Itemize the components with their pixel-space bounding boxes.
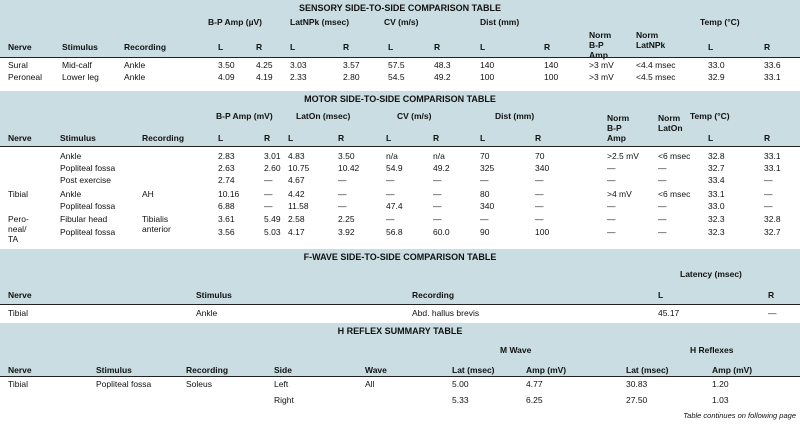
column-header: R <box>343 42 350 52</box>
table-cell: 10.42 <box>338 163 360 173</box>
column-header: L <box>218 133 224 143</box>
column-header: Stimulus <box>62 42 98 52</box>
table-cell: — <box>658 201 667 211</box>
column-group-header: M Wave <box>500 345 532 355</box>
column-group-header: B-P Amp (mV) <box>216 111 273 121</box>
table-cell: 11.58 <box>288 201 309 211</box>
column-header: L <box>218 42 224 52</box>
table-cell: 33.4 <box>708 175 725 185</box>
table-cell: — <box>264 189 273 199</box>
table-cell: <4.5 msec <box>636 72 676 82</box>
column-header: Norm B-P Amp <box>607 113 630 143</box>
column-header: Stimulus <box>60 133 96 143</box>
table-cell: 47.4 <box>386 201 403 211</box>
table-cell: 4.42 <box>288 189 305 199</box>
column-header: Recording <box>186 365 229 375</box>
column-header: L <box>386 133 392 143</box>
column-header: Lat (msec) <box>626 365 669 375</box>
column-header: L <box>290 42 296 52</box>
table-cell: 5.00 <box>452 379 469 389</box>
row-header: Pero- neal/ TA <box>8 214 29 244</box>
column-group-header: Dist (mm) <box>495 111 535 121</box>
table-cell: n/a <box>433 151 445 161</box>
table-cell: 32.3 <box>708 214 725 224</box>
table-cell: 56.8 <box>386 227 403 237</box>
column-group-header: CV (m/s) <box>397 111 432 121</box>
column-header: R <box>544 42 551 52</box>
table-cell: Popliteal fossa <box>60 201 116 211</box>
table-cell: >4 mV <box>607 189 632 199</box>
table-cell: — <box>386 175 395 185</box>
column-header: Norm LatOn <box>658 113 683 133</box>
column-header: Nerve <box>8 290 32 300</box>
table-cell: 54.9 <box>386 163 403 173</box>
table-cell: 6.25 <box>526 395 543 405</box>
column-header: Recording <box>124 42 167 52</box>
table-cell: 32.8 <box>708 151 725 161</box>
table-cell: 4.67 <box>288 175 305 185</box>
table-cell: 3.03 <box>290 60 307 70</box>
table-cell: 32.7 <box>708 163 725 173</box>
column-header: R <box>264 133 271 143</box>
column-group-header: H Reflexes <box>690 345 734 355</box>
table-cell: 340 <box>480 201 495 211</box>
column-header: Nerve <box>8 133 32 143</box>
column-header: Nerve <box>8 365 32 375</box>
column-header: R <box>338 133 345 143</box>
column-header: L <box>480 42 486 52</box>
column-header: Norm B-P Amp <box>589 30 612 60</box>
table-cell: Left <box>274 379 289 389</box>
table-cell: — <box>535 214 544 224</box>
table-cell: >3 mV <box>589 60 614 70</box>
column-header: L <box>708 42 714 52</box>
table-cell: 2.60 <box>264 163 281 173</box>
column-group-header: CV (m/s) <box>384 17 419 27</box>
table-cell: >2.5 mV <box>607 151 639 161</box>
column-header: Side <box>274 365 292 375</box>
table-cell: — <box>386 189 395 199</box>
column-header: Recording <box>412 290 455 300</box>
table-cell: Ankle <box>124 60 146 70</box>
hreflex-title: H REFLEX SUMMARY TABLE <box>337 326 463 336</box>
table-cell: 80 <box>480 189 490 199</box>
table-cell: 2.33 <box>290 72 307 82</box>
table-cell: — <box>386 214 395 224</box>
table-cell: 33.1 <box>764 72 781 82</box>
table-cell: 2.80 <box>343 72 360 82</box>
column-header: R <box>535 133 542 143</box>
table-cell: — <box>338 201 347 211</box>
table-cell: Ankle <box>60 151 82 161</box>
table-cell: Right <box>274 395 294 405</box>
column-header: L <box>480 133 486 143</box>
table-cell: 5.33 <box>452 395 469 405</box>
table-cell: 33.0 <box>708 60 725 70</box>
table-cell: — <box>607 163 616 173</box>
table-cell: 90 <box>480 227 490 237</box>
table-cell: 4.25 <box>256 60 273 70</box>
table-cell: — <box>264 175 273 185</box>
table-cell: 140 <box>544 60 559 70</box>
table-cell: 4.19 <box>256 72 273 82</box>
table-cell: 4.77 <box>526 379 543 389</box>
table-cell: 70 <box>535 151 545 161</box>
column-header: Recording <box>142 133 185 143</box>
table-cell: 3.01 <box>264 151 281 161</box>
column-header: Wave <box>365 365 387 375</box>
table-cell: 140 <box>480 60 495 70</box>
table-cell: — <box>433 189 442 199</box>
divider <box>0 304 800 305</box>
table-cell: — <box>535 201 544 211</box>
row-header: Sural <box>8 60 28 70</box>
table-cell: 100 <box>480 72 495 82</box>
table-cell: 49.2 <box>433 163 450 173</box>
table-cell: — <box>658 214 667 224</box>
table-cell: — <box>607 201 616 211</box>
table-cell: Post exercise <box>60 175 112 185</box>
table-cell: — <box>658 175 667 185</box>
table-cell: 5.03 <box>264 227 281 237</box>
table-cell: Mid-calf <box>62 60 92 70</box>
table-cell: Ankle <box>124 72 146 82</box>
column-header: Lat (msec) <box>452 365 495 375</box>
table-cell: 30.83 <box>626 379 648 389</box>
table-cell: 33.1 <box>708 189 725 199</box>
table-cell: <4.4 msec <box>636 60 676 70</box>
table-cell: Ankle <box>60 189 82 199</box>
table-cell: Tibialis anterior <box>142 214 171 234</box>
row-header: Tibial <box>8 189 28 199</box>
column-header: L <box>388 42 394 52</box>
table-cell: 4.17 <box>288 227 305 237</box>
table-cell: 5.49 <box>264 214 281 224</box>
table-cell: 33.1 <box>764 163 781 173</box>
divider <box>0 57 800 58</box>
sensory-title: SENSORY SIDE-TO-SIDE COMPARISON TABLE <box>298 3 502 13</box>
table-cell: 2.74 <box>218 175 235 185</box>
table-cell: 10.16 <box>218 189 240 199</box>
table-cell: — <box>764 201 773 211</box>
table-cell: — <box>338 189 347 199</box>
table-cell: Lower leg <box>62 72 99 82</box>
table-cell: — <box>338 175 347 185</box>
table-cell: Popliteal fossa <box>60 163 116 173</box>
table-cell: — <box>433 201 442 211</box>
table-cell: Fibular head <box>60 214 108 224</box>
column-header: L <box>288 133 294 143</box>
column-header: Stimulus <box>96 365 132 375</box>
table-cell: 6.88 <box>218 201 235 211</box>
table-cell: 32.9 <box>708 72 725 82</box>
table-cell: 2.25 <box>338 214 355 224</box>
table-cell: 3.92 <box>338 227 355 237</box>
table-cell: All <box>365 379 375 389</box>
column-group-header: Temp (°C) <box>690 111 730 121</box>
column-header: R <box>256 42 263 52</box>
table-cell: 3.56 <box>218 227 235 237</box>
table-cell: 33.6 <box>764 60 781 70</box>
column-header: L <box>658 290 664 300</box>
table-cell: n/a <box>386 151 398 161</box>
table-cell: Soleus <box>186 379 212 389</box>
table-cell: 45.17 <box>658 308 680 318</box>
table-cell: Abd. hallus brevis <box>412 308 480 318</box>
column-header: Nerve <box>8 42 32 52</box>
table-cell: Popliteal fossa <box>60 227 116 237</box>
table-cell: AH <box>142 189 154 199</box>
column-header: Stimulus <box>196 290 232 300</box>
table-cell: 49.2 <box>434 72 451 82</box>
table-cell: 70 <box>480 151 490 161</box>
motor-title: MOTOR SIDE-TO-SIDE COMPARISON TABLE <box>304 94 496 104</box>
table-cell: 325 <box>480 163 495 173</box>
table-cell: Ankle <box>196 308 218 318</box>
column-header: R <box>764 133 771 143</box>
table-cell: <6 msec <box>658 189 691 199</box>
table-cell: 32.7 <box>764 227 781 237</box>
column-header: R <box>433 133 440 143</box>
table-cell: 32.8 <box>764 214 781 224</box>
table-cell: — <box>658 227 667 237</box>
table-cell: 27.50 <box>626 395 648 405</box>
table-cell: 10.75 <box>288 163 310 173</box>
table-cell: 1.03 <box>712 395 729 405</box>
table-cell: 33.0 <box>708 201 725 211</box>
table-cell: Popliteal fossa <box>96 379 152 389</box>
table-cell: 4.83 <box>288 151 305 161</box>
divider <box>0 376 800 377</box>
column-group-header: Latency (msec) <box>680 269 742 279</box>
column-header: Amp (mV) <box>526 365 567 375</box>
row-header: Peroneal <box>8 72 43 82</box>
column-group-header: LatOn (msec) <box>296 111 351 121</box>
table-cell: 33.1 <box>764 151 781 161</box>
table-cell: 3.50 <box>338 151 355 161</box>
table-cell: 32.3 <box>708 227 725 237</box>
table-cell: 3.50 <box>218 60 235 70</box>
table-cell: — <box>764 175 773 185</box>
table-cell: — <box>433 175 442 185</box>
table-cell: — <box>480 175 489 185</box>
column-group-header: Dist (mm) <box>480 17 520 27</box>
continuation-note: Table continues on following page <box>683 411 796 420</box>
table-cell: — <box>607 227 616 237</box>
table-cell: — <box>764 189 773 199</box>
column-header: Amp (mV) <box>712 365 753 375</box>
column-group-header: Temp (°C) <box>700 17 740 27</box>
column-header: R <box>764 42 771 52</box>
table-cell: >3 mV <box>589 72 614 82</box>
table-cell: — <box>535 175 544 185</box>
table-cell: 2.58 <box>288 214 305 224</box>
table-cell: 100 <box>535 227 550 237</box>
column-header: R <box>434 42 441 52</box>
column-header: Norm LatNPk <box>636 30 666 50</box>
divider <box>0 146 800 147</box>
table-cell: — <box>480 214 489 224</box>
table-cell: 3.61 <box>218 214 235 224</box>
table-cell: 2.83 <box>218 151 235 161</box>
column-group-header: B-P Amp (µV) <box>208 17 263 27</box>
table-cell: 54.5 <box>388 72 405 82</box>
table-cell: — <box>607 214 616 224</box>
column-group-header: LatNPk (msec) <box>290 17 350 27</box>
table-cell: 1.20 <box>712 379 729 389</box>
column-header: R <box>768 290 775 300</box>
table-cell: — <box>264 201 273 211</box>
fwave-title: F-WAVE SIDE-TO-SIDE COMPARISON TABLE <box>303 252 497 262</box>
table-cell: — <box>768 308 777 318</box>
table-cell: — <box>433 214 442 224</box>
table-cell: — <box>658 163 667 173</box>
table-cell: 2.63 <box>218 163 235 173</box>
column-header: L <box>708 133 714 143</box>
table-cell: 48.3 <box>434 60 451 70</box>
table-cell: 57.5 <box>388 60 405 70</box>
table-cell: 340 <box>535 163 550 173</box>
row-header: Tibial <box>8 379 28 389</box>
table-cell: 4.09 <box>218 72 235 82</box>
table-cell: 60.0 <box>433 227 450 237</box>
table-cell: <6 msec <box>658 151 691 161</box>
table-cell: 100 <box>544 72 559 82</box>
table-cell: — <box>535 189 544 199</box>
table-cell: — <box>607 175 616 185</box>
row-header: Tibial <box>8 308 28 318</box>
table-cell: 3.57 <box>343 60 360 70</box>
